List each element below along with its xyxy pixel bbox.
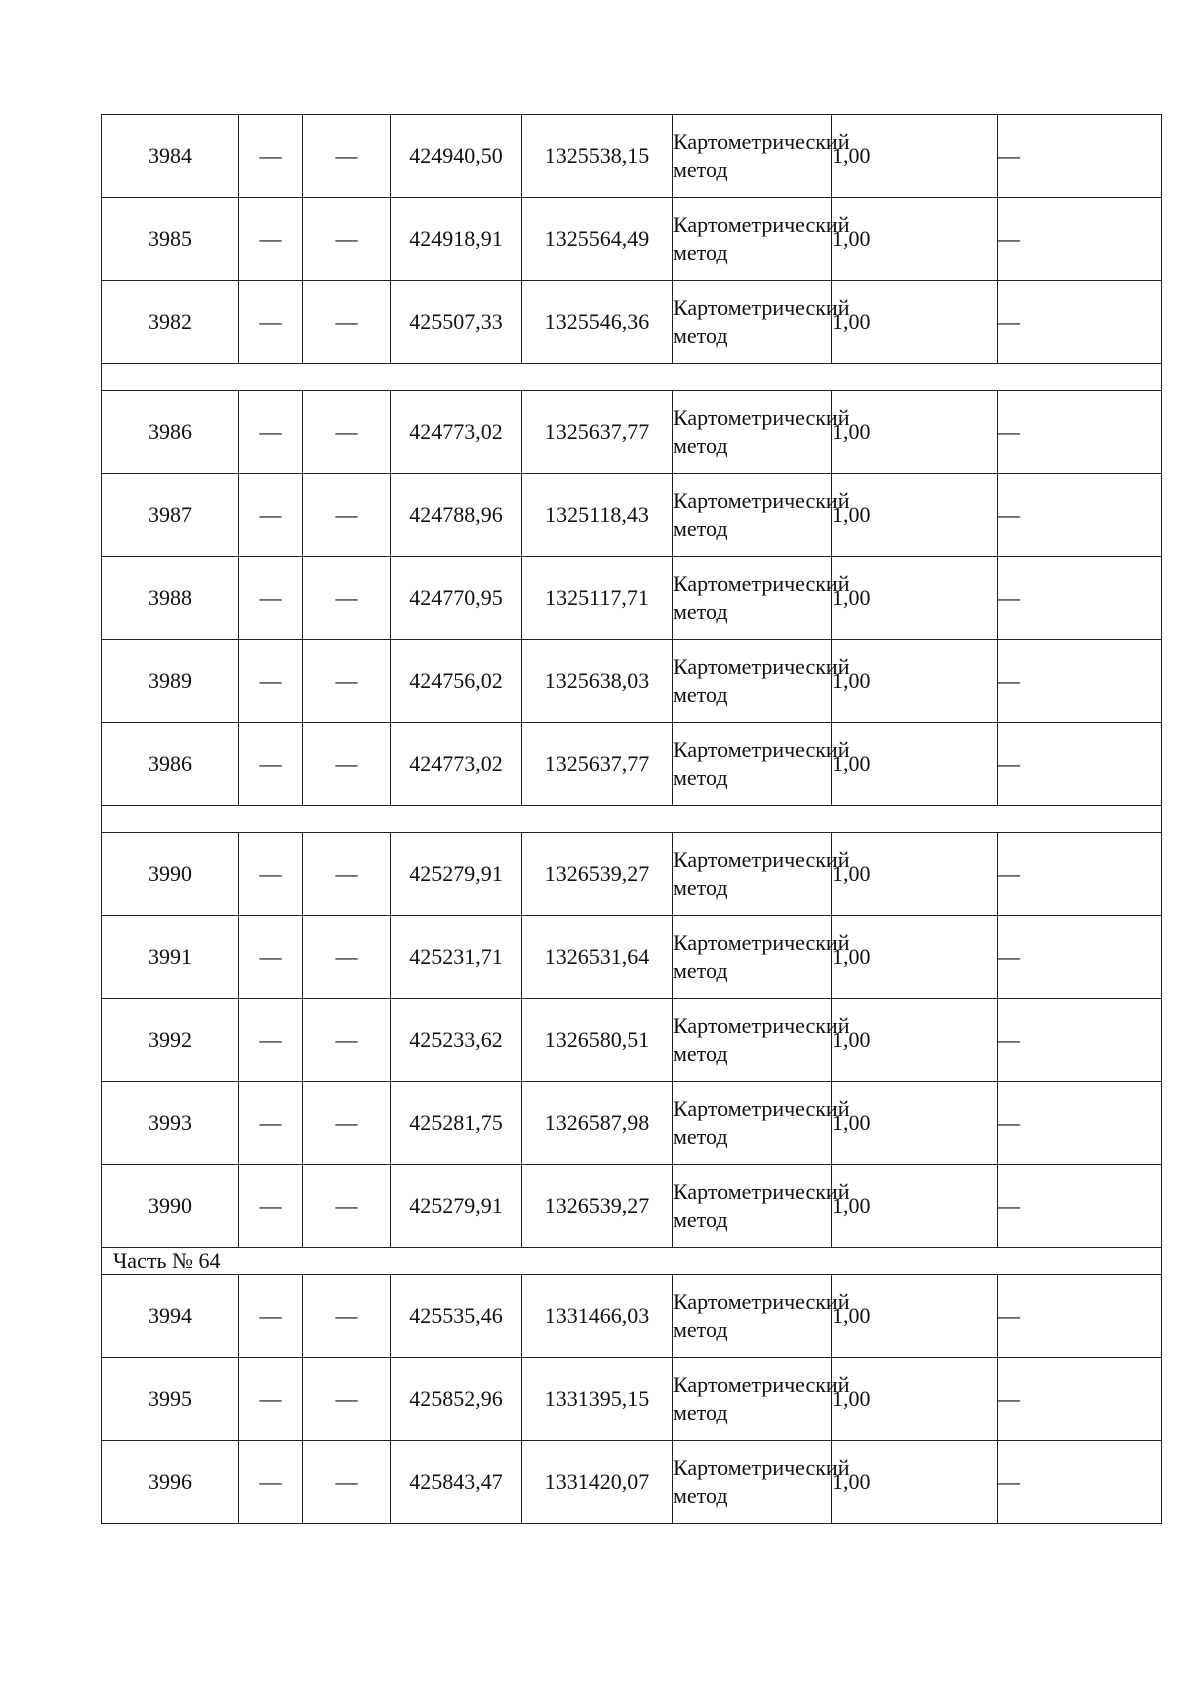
empty-dash-cell: — bbox=[239, 723, 303, 806]
note-cell: — bbox=[998, 198, 1162, 281]
empty-dash-cell: — bbox=[303, 1441, 391, 1524]
note-cell: — bbox=[998, 281, 1162, 364]
empty-dash-cell: — bbox=[239, 916, 303, 999]
y-coordinate-cell: 1325118,43 bbox=[522, 474, 673, 557]
note-cell: — bbox=[998, 640, 1162, 723]
note-cell: — bbox=[998, 474, 1162, 557]
method-cell: Картометрический метод bbox=[673, 916, 832, 999]
point-number-cell: 3990 bbox=[102, 1165, 239, 1248]
y-coordinate-cell: 1325637,77 bbox=[522, 723, 673, 806]
x-coordinate-cell: 424773,02 bbox=[391, 391, 522, 474]
table-row bbox=[102, 391, 1162, 474]
empty-dash-cell: — bbox=[303, 999, 391, 1082]
empty-dash-cell: — bbox=[239, 1082, 303, 1165]
y-coordinate-cell: 1326531,64 bbox=[522, 916, 673, 999]
empty-dash-cell: — bbox=[303, 115, 391, 198]
method-cell: Картометрический метод bbox=[673, 198, 832, 281]
point-number-cell: 3986 bbox=[102, 391, 239, 474]
note-cell: — bbox=[998, 1358, 1162, 1441]
note-cell: — bbox=[998, 1275, 1162, 1358]
table-row bbox=[102, 474, 1162, 557]
x-coordinate-cell: 424770,95 bbox=[391, 557, 522, 640]
point-number-cell: 3992 bbox=[102, 999, 239, 1082]
note-cell: — bbox=[998, 833, 1162, 916]
x-coordinate-cell: 425535,46 bbox=[391, 1275, 522, 1358]
table-row bbox=[102, 640, 1162, 723]
point-number-cell: 3982 bbox=[102, 281, 239, 364]
empty-dash-cell: — bbox=[239, 474, 303, 557]
empty-dash-cell: — bbox=[239, 1441, 303, 1524]
table-row bbox=[102, 999, 1162, 1082]
empty-dash-cell: — bbox=[303, 391, 391, 474]
accuracy-cell: 1,00 bbox=[832, 391, 998, 474]
x-coordinate-cell: 424773,02 bbox=[391, 723, 522, 806]
point-number-cell: 3984 bbox=[102, 115, 239, 198]
table-row bbox=[102, 723, 1162, 806]
accuracy-cell: 1,00 bbox=[832, 281, 998, 364]
y-coordinate-cell: 1325117,71 bbox=[522, 557, 673, 640]
table-row bbox=[102, 1275, 1162, 1358]
x-coordinate-cell: 425281,75 bbox=[391, 1082, 522, 1165]
method-cell: Картометрический метод bbox=[673, 1082, 832, 1165]
empty-dash-cell: — bbox=[303, 723, 391, 806]
point-number-cell: 3986 bbox=[102, 723, 239, 806]
empty-dash-cell: — bbox=[239, 999, 303, 1082]
y-coordinate-cell: 1325637,77 bbox=[522, 391, 673, 474]
method-cell: Картометрический метод bbox=[673, 723, 832, 806]
x-coordinate-cell: 425852,96 bbox=[391, 1358, 522, 1441]
x-coordinate-cell: 425507,33 bbox=[391, 281, 522, 364]
x-coordinate-cell: 424788,96 bbox=[391, 474, 522, 557]
y-coordinate-cell: 1326587,98 bbox=[522, 1082, 673, 1165]
y-coordinate-cell: 1331395,15 bbox=[522, 1358, 673, 1441]
note-cell: — bbox=[998, 916, 1162, 999]
empty-dash-cell: — bbox=[303, 1358, 391, 1441]
y-coordinate-cell: 1331420,07 bbox=[522, 1441, 673, 1524]
y-coordinate-cell: 1331466,03 bbox=[522, 1275, 673, 1358]
table-row bbox=[102, 198, 1162, 281]
accuracy-cell: 1,00 bbox=[832, 916, 998, 999]
empty-dash-cell: — bbox=[303, 557, 391, 640]
table-row bbox=[102, 1165, 1162, 1248]
accuracy-cell: 1,00 bbox=[832, 1441, 998, 1524]
method-cell: Картометрический метод bbox=[673, 640, 832, 723]
y-coordinate-cell: 1325538,15 bbox=[522, 115, 673, 198]
point-number-cell: 3989 bbox=[102, 640, 239, 723]
section-separator-row bbox=[102, 1248, 1162, 1275]
accuracy-cell: 1,00 bbox=[832, 115, 998, 198]
method-cell: Картометрический метод bbox=[673, 999, 832, 1082]
y-coordinate-cell: 1326539,27 bbox=[522, 1165, 673, 1248]
empty-dash-cell: — bbox=[239, 198, 303, 281]
empty-dash-cell: — bbox=[239, 391, 303, 474]
section-label: Часть № 64 bbox=[102, 1248, 1162, 1275]
point-number-cell: 3985 bbox=[102, 198, 239, 281]
section-label bbox=[102, 364, 1162, 391]
empty-dash-cell: — bbox=[303, 281, 391, 364]
empty-dash-cell: — bbox=[303, 833, 391, 916]
y-coordinate-cell: 1326580,51 bbox=[522, 999, 673, 1082]
method-cell: Картометрический метод bbox=[673, 557, 832, 640]
method-cell: Картометрический метод bbox=[673, 115, 832, 198]
empty-dash-cell: — bbox=[303, 640, 391, 723]
table-row bbox=[102, 1358, 1162, 1441]
method-cell: Картометрический метод bbox=[673, 1358, 832, 1441]
point-number-cell: 3994 bbox=[102, 1275, 239, 1358]
accuracy-cell: 1,00 bbox=[832, 1275, 998, 1358]
table-body bbox=[102, 115, 1162, 1524]
table-row bbox=[102, 1082, 1162, 1165]
y-coordinate-cell: 1325638,03 bbox=[522, 640, 673, 723]
accuracy-cell: 1,00 bbox=[832, 1082, 998, 1165]
note-cell: — bbox=[998, 115, 1162, 198]
note-cell: — bbox=[998, 1165, 1162, 1248]
x-coordinate-cell: 425279,91 bbox=[391, 833, 522, 916]
note-cell: — bbox=[998, 1441, 1162, 1524]
method-cell: Картометрический метод bbox=[673, 1441, 832, 1524]
method-cell: Картометрический метод bbox=[673, 833, 832, 916]
point-number-cell: 3995 bbox=[102, 1358, 239, 1441]
point-number-cell: 3988 bbox=[102, 557, 239, 640]
x-coordinate-cell: 425231,71 bbox=[391, 916, 522, 999]
x-coordinate-cell: 425843,47 bbox=[391, 1441, 522, 1524]
accuracy-cell: 1,00 bbox=[832, 723, 998, 806]
table-row bbox=[102, 916, 1162, 999]
point-number-cell: 3990 bbox=[102, 833, 239, 916]
table-row bbox=[102, 115, 1162, 198]
accuracy-cell: 1,00 bbox=[832, 1358, 998, 1441]
table-row bbox=[102, 281, 1162, 364]
x-coordinate-cell: 424756,02 bbox=[391, 640, 522, 723]
empty-dash-cell: — bbox=[303, 198, 391, 281]
empty-dash-cell: — bbox=[303, 474, 391, 557]
method-cell: Картометрический метод bbox=[673, 1165, 832, 1248]
accuracy-cell: 1,00 bbox=[832, 557, 998, 640]
point-number-cell: 3991 bbox=[102, 916, 239, 999]
y-coordinate-cell: 1326539,27 bbox=[522, 833, 673, 916]
note-cell: — bbox=[998, 1082, 1162, 1165]
empty-dash-cell: — bbox=[303, 1165, 391, 1248]
method-cell: Картометрический метод bbox=[673, 1275, 832, 1358]
y-coordinate-cell: 1325546,36 bbox=[522, 281, 673, 364]
note-cell: — bbox=[998, 723, 1162, 806]
empty-dash-cell: — bbox=[239, 1358, 303, 1441]
empty-dash-cell: — bbox=[239, 1275, 303, 1358]
x-coordinate-cell: 425279,91 bbox=[391, 1165, 522, 1248]
note-cell: — bbox=[998, 999, 1162, 1082]
section-separator-row bbox=[102, 364, 1162, 391]
accuracy-cell: 1,00 bbox=[832, 833, 998, 916]
x-coordinate-cell: 424918,91 bbox=[391, 198, 522, 281]
empty-dash-cell: — bbox=[239, 833, 303, 916]
accuracy-cell: 1,00 bbox=[832, 999, 998, 1082]
section-label bbox=[102, 806, 1162, 833]
empty-dash-cell: — bbox=[239, 1165, 303, 1248]
y-coordinate-cell: 1325564,49 bbox=[522, 198, 673, 281]
empty-dash-cell: — bbox=[303, 916, 391, 999]
table-row bbox=[102, 1441, 1162, 1524]
empty-dash-cell: — bbox=[239, 640, 303, 723]
method-cell: Картометрический метод bbox=[673, 391, 832, 474]
section-separator-row bbox=[102, 806, 1162, 833]
method-cell: Картометрический метод bbox=[673, 474, 832, 557]
empty-dash-cell: — bbox=[239, 557, 303, 640]
coordinates-table bbox=[101, 114, 1162, 1524]
table-row bbox=[102, 833, 1162, 916]
point-number-cell: 3993 bbox=[102, 1082, 239, 1165]
accuracy-cell: 1,00 bbox=[832, 1165, 998, 1248]
accuracy-cell: 1,00 bbox=[832, 198, 998, 281]
x-coordinate-cell: 424940,50 bbox=[391, 115, 522, 198]
empty-dash-cell: — bbox=[303, 1275, 391, 1358]
accuracy-cell: 1,00 bbox=[832, 640, 998, 723]
empty-dash-cell: — bbox=[303, 1082, 391, 1165]
x-coordinate-cell: 425233,62 bbox=[391, 999, 522, 1082]
point-number-cell: 3987 bbox=[102, 474, 239, 557]
empty-dash-cell: — bbox=[239, 281, 303, 364]
empty-dash-cell: — bbox=[239, 115, 303, 198]
point-number-cell: 3996 bbox=[102, 1441, 239, 1524]
note-cell: — bbox=[998, 557, 1162, 640]
note-cell: — bbox=[998, 391, 1162, 474]
accuracy-cell: 1,00 bbox=[832, 474, 998, 557]
method-cell: Картометрический метод bbox=[673, 281, 832, 364]
table-row bbox=[102, 557, 1162, 640]
